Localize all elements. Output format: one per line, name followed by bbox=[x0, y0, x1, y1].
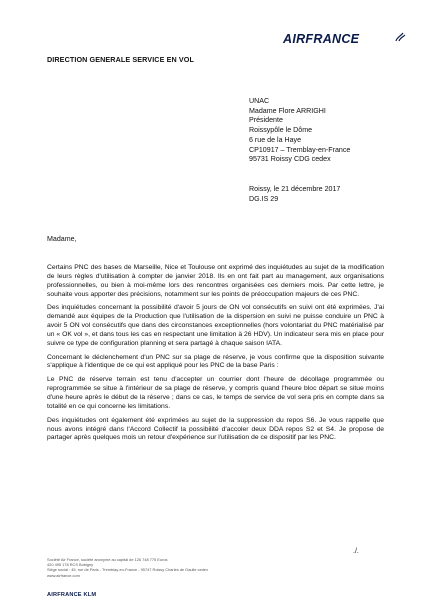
closing-mark: ./. bbox=[353, 548, 359, 555]
body-paragraph: Des inquiétudes concernant la possibilité d'avoir 5 jours de ON vol consécutifs en suivi ont été exprimées. J'ai demandé aux équipes de la Production que l'utilisation de la dispersion en suivi ne puisse conduire un PNC à avoir 5 ON vol consécutifs que dans des circonstances exceptionnelles (hors volontariat du PNC matérialisé par un « OK vol », et dans tous les cas en respectant une limitation à 26 HDV). Un indicateur sera mis en place pour suivre ce type de configuration planning et sera partagé à chaque saison IATA. bbox=[47, 304, 384, 347]
recipient-line: 6 rue de la Haye bbox=[249, 135, 302, 144]
recipient-line: CP10917 – Tremblay-en-France bbox=[249, 145, 351, 154]
recipient-line: Présidente bbox=[249, 116, 283, 125]
company-footer bbox=[47, 557, 208, 578]
body-paragraph: Concernant le déclenchement d'un PNC sur sa plage de réserve, je vous confirme que la disposition suivante s'applique à l'identique de ce qui est appliqué pour les PNC de la base Paris : bbox=[47, 353, 384, 370]
body-paragraph: Certains PNC des bases de Marseille, Nice et Toulouse ont exprimé des inquiétudes au sujet de la modification de leurs règles d'utilisation à compter de janvier 2018. Ils en ont fait part au management, aux organisations professionnelles, ou bien à moi-même lors des rencontres organisées ces derniers mois. Par cette lettre, je souhaite vous apporter des précisions, notamment sur les points de préoccupation majeurs de ces PNC. bbox=[47, 264, 384, 298]
recipient-line: UNAC bbox=[249, 97, 270, 105]
salutation: Madame, bbox=[47, 235, 77, 243]
body-paragraph: Des inquiétudes ont également été exprimées au sujet de la suppression du repos S6. Je vous rappelle que nous avons intégré dans l'Accord Collectif la possibilité d'accoler deux DDA repos S2 et S4. Je propose de partager après quelques mois un retour d'expérience sur l'utilisation de ce dispositif par les PNC. bbox=[47, 416, 384, 442]
recipient-line: Roissypôle le Dôme bbox=[249, 126, 313, 135]
letter-body bbox=[47, 264, 384, 448]
footer-line: Siège social : 45, rue de Paris - Tremblay-en-France - 95747 Roissy Charles de Gaulle cedex bbox=[47, 567, 208, 573]
footer-line: 420 495 178 RCS Bobigny bbox=[47, 562, 94, 568]
airfrance-logo: AIRFRANCE bbox=[283, 32, 360, 46]
recipient-line: 95731 Roissy CDG cedex bbox=[249, 155, 331, 164]
letter-reference: DG.IS 29 bbox=[249, 194, 279, 203]
airfrance-seahorse-icon bbox=[393, 30, 407, 44]
department-heading: DIRECTION GENERALE SERVICE EN VOL bbox=[47, 55, 194, 64]
recipient-line: Madame Flore ARRIGHI bbox=[249, 106, 326, 115]
date-block bbox=[249, 185, 340, 204]
footer-line: www.airfrance.com bbox=[47, 572, 80, 578]
airfrance-klm-logo: AIRFRANCE KLM bbox=[47, 592, 97, 598]
letter-date: Roissy, le 21 décembre 2017 bbox=[249, 185, 341, 193]
body-paragraph: Le PNC de réserve terrain est tenu d'accepter un courrier dont l'heure de décollage programmée ou reprogrammée se situe à l'intérieur de sa plage de réserve, y compris quand l'heure bloc départ se situe moins d'une heure après le début de la réserve ; dans ce cas, le temps de service de vol sera pris en compte dans sa totalité en ce qui concerne les limitations. bbox=[47, 376, 384, 410]
footer-line: Société Air France, société anonyme au capital de 126 748 775 Euros bbox=[47, 557, 168, 562]
recipient-address bbox=[249, 97, 350, 165]
